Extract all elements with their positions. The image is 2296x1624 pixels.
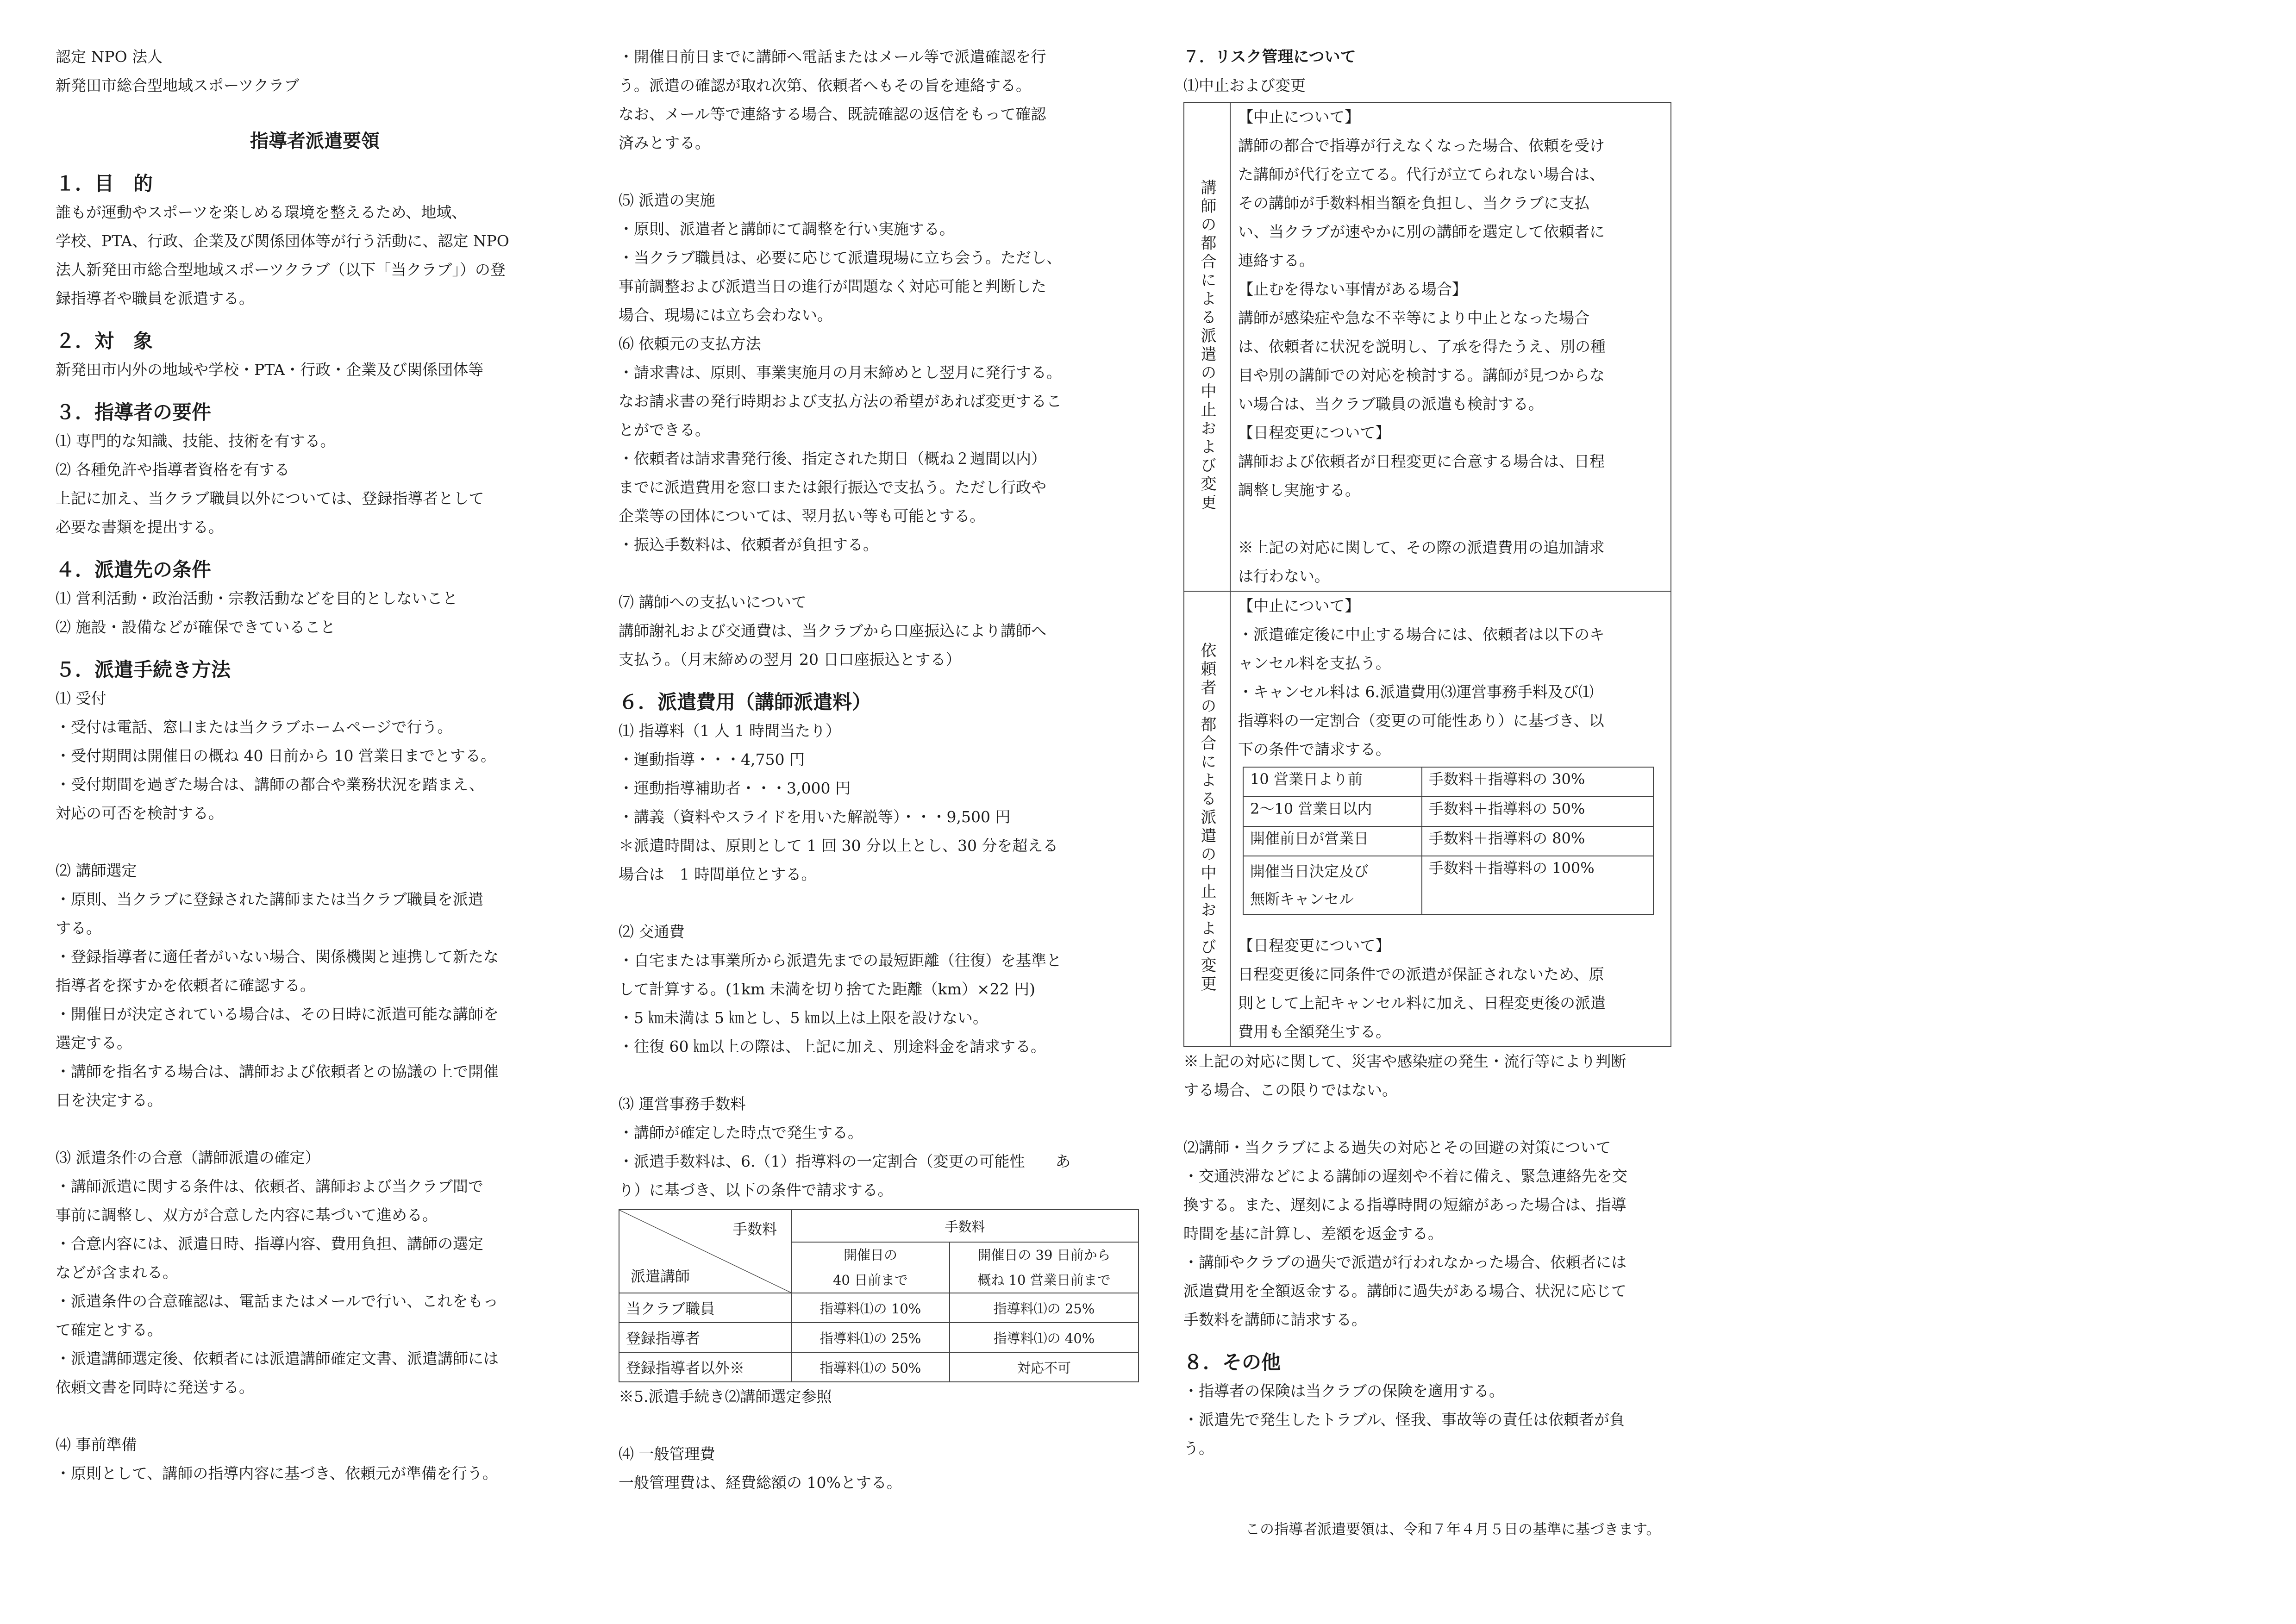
text-line: う。 <box>1183 1439 1214 1457</box>
text-line: して計算する。(1km 未満を切り捨てた距離（km）×22 円) <box>619 980 1035 998</box>
text-line: 選定する。 <box>56 1034 132 1052</box>
text-line: 支払う。（月末締めの翌月 20 日口座振込とする） <box>619 650 961 668</box>
row-label: 当クラブ職員 <box>619 1293 791 1323</box>
text-line: ⑴ 営利活動・政治活動・宗教活動などを目的としないこと <box>56 589 458 607</box>
row-label <box>1184 591 1230 1047</box>
subsection-title: ⑵ 交通費 <box>619 923 685 941</box>
header-line: 概ね 10 営業日前まで <box>977 1272 1111 1288</box>
subsection-title: ⑴中止および変更 <box>1183 76 1306 94</box>
column-left <box>56 43 574 1488</box>
text-line: 派遣費用を全額返金する。講師に過失がある場合、状況に応じて <box>1183 1282 1627 1300</box>
table-cell: 手数料＋指導料の 50% <box>1422 797 1653 826</box>
fee-table-corner <box>619 1210 791 1293</box>
text-line: い場合は、当クラブ職員の派遣も検討する。 <box>1238 395 1544 413</box>
text-line: ・受付期間を過ぎた場合は、講師の都合や業務状況を踏まえ、 <box>56 775 484 793</box>
table-cell <box>1243 856 1422 914</box>
text-line: ※上記の対応に関して、その際の派遣費用の追加請求 <box>1238 538 1605 556</box>
text-line: ・5 ㎞未満は 5 ㎞とし、5 ㎞以上は上限を設けない。 <box>619 1009 988 1027</box>
table-cell: 指導料⑴の 25% <box>791 1323 950 1352</box>
text-line: ・受付期間は開催日の概ね 40 日前から 10 営業日までとする。 <box>56 747 496 765</box>
fee-table <box>619 1209 1139 1382</box>
text-line: 事前に調整し、双方が合意した内容に基づいて進める。 <box>56 1206 438 1224</box>
subsection-title: ⑷ 一般管理費 <box>619 1445 715 1463</box>
text-line: は行わない。 <box>1238 567 1330 585</box>
text-line: する。 <box>56 919 101 937</box>
fee-group-header: 手数料 <box>791 1210 1139 1242</box>
text-line: ⑵ 施設・設備などが確保できていること <box>56 618 336 636</box>
text-line: ・派遣講師選定後、依頼者には派遣講師確定文書、派遣講師には <box>56 1349 499 1368</box>
subsection-title: ⑹ 依頼元の支払方法 <box>619 335 761 353</box>
text-line: なお、メール等で連絡する場合、既読確認の返信をもって確認 <box>619 105 1046 123</box>
text-line: ・運動指導補助者・・・3,000 円 <box>619 779 851 797</box>
text-line: とができる。 <box>619 421 710 439</box>
text-line: 講師謝礼および交通費は、当クラブから口座振込により講師へ <box>619 622 1046 640</box>
text-line: までに派遣費用を窓口または銀行振込で支払う。ただし行政や <box>619 478 1046 496</box>
subsection-title: ⑶ 派遣条件の合意（講師派遣の確定） <box>56 1149 320 1167</box>
text-line: 講師および依頼者が日程変更に合意する場合は、日程 <box>1238 452 1605 470</box>
header-line: 開催日の <box>843 1247 897 1263</box>
text-line: 目や別の講師での対応を検討する。講師が見つからな <box>1238 366 1605 384</box>
text-line: 一般管理費は、経費総額の 10%とする。 <box>619 1474 902 1492</box>
fee-col-header <box>791 1242 950 1293</box>
table-cell <box>1230 102 1671 591</box>
section-body <box>56 198 574 313</box>
table-row <box>1243 767 1653 797</box>
text-line: ・原則として、講師の指導内容に基づき、依頼元が準備を行う。 <box>56 1464 498 1482</box>
text-line: などが含まれる。 <box>56 1263 178 1281</box>
section-heading: ２．対 象 <box>56 330 153 352</box>
text-line: 指導料の一定割合（変更の可能性あり）に基づき、以 <box>1238 712 1604 730</box>
text-line: 場合は 1 時間単位とする。 <box>619 865 817 883</box>
text-line: り）に基づき、以下の条件で請求する。 <box>619 1181 893 1199</box>
text-line: 法人新発田市総合型地域スポーツクラブ（以下「当クラブ」）の登 <box>56 261 506 279</box>
text-line: 録指導者や職員を派遣する。 <box>56 289 254 307</box>
risk-table <box>1183 102 1671 1047</box>
table-row <box>619 1323 1139 1352</box>
table-cell: 指導料⑴の 40% <box>950 1323 1139 1352</box>
subsection-title: ⑷ 事前準備 <box>56 1436 137 1454</box>
text-line: ・指導者の保険は当クラブの保険を適用する。 <box>1183 1382 1504 1400</box>
text-line: ・原則、派遣者と講師にて調整を行い実施する。 <box>619 220 955 238</box>
text-line: ・合意内容には、派遣日時、指導内容、費用負担、講師の選定 <box>56 1235 483 1253</box>
table-cell: 手数料＋指導料の 80% <box>1422 826 1653 856</box>
text-line: ⑵ 各種免許や指導者資格を有する <box>56 461 290 479</box>
text-line: その講師が手数料相当額を負担し、当クラブに支払 <box>1238 194 1589 212</box>
subsection-title: ⑶ 運営事務手数料 <box>619 1095 746 1113</box>
column-right <box>1183 43 1704 1463</box>
text-line: 済みとする。 <box>619 134 710 152</box>
text-line: 下の条件で請求する。 <box>1238 740 1391 758</box>
table-row <box>1184 102 1671 591</box>
cancel-fee-table <box>1243 767 1654 915</box>
org-line: 認定 NPO 法人 <box>56 48 163 66</box>
text-line: ※上記の対応に関して、災害や感染症の発生・流行等により判断 <box>1183 1052 1627 1070</box>
text-line: た講師が代行を立てる。代行が立てられない場合は、 <box>1238 165 1605 183</box>
text-line: ・講師を指名する場合は、講師および依頼者との協議の上で開催 <box>56 1062 499 1081</box>
text-line: なお請求書の発行時期および支払方法の希望があれば変更するこ <box>619 392 1062 410</box>
text-line: ・往復 60 ㎞以上の際は、上記に加え、別途料金を請求する。 <box>619 1037 1046 1056</box>
text-line: 調整し実施する。 <box>1238 481 1360 499</box>
text-line: ・派遣手数料は、6.（1）指導料の一定割合（変更の可能性 あ <box>619 1152 1071 1170</box>
text-line: ・講師派遣に関する条件は、依頼者、講師および当クラブ間で <box>56 1177 483 1195</box>
text-line <box>1238 505 1665 533</box>
subsection-title: ⑴ 指導料（1 人 1 時間当たり） <box>619 722 841 740</box>
table-cell: 対応不可 <box>950 1352 1139 1382</box>
text-line: 指導者を探すかを依頼者に確認する。 <box>56 976 315 994</box>
org-name: 新発田市総合型地域スポーツクラブ <box>56 76 300 94</box>
text-line: 講師が感染症や急な不幸等により中止となった場合 <box>1238 309 1589 327</box>
section-heading: ５．派遣手続き方法 <box>56 658 231 681</box>
text-line: 事前調整および派遣当日の進行が問題なく対応可能と判断した <box>619 277 1046 295</box>
table-row <box>619 1293 1139 1323</box>
text-line: ・派遣先で発生したトラブル、怪我、事故等の責任は依頼者が負 <box>1183 1411 1625 1429</box>
table-note: ※5.派遣手続き⑵講師選定参照 <box>619 1387 832 1405</box>
text-line: い、当クラブが速やかに別の講師を選定して依頼者に <box>1238 223 1605 241</box>
text-line: ＊派遣時間は、原則として 1 回 30 分以上とし、30 分を超える <box>619 837 1058 855</box>
text-line: 【中止について】 <box>1238 597 1360 615</box>
cell-line: 無断キャンセル <box>1250 890 1354 908</box>
text-line: 企業等の団体については、翌月払い等も可能とする。 <box>619 507 985 525</box>
text-line: 【止むを得ない事情がある場合】 <box>1238 280 1467 298</box>
text-line: 【日程変更について】 <box>1238 424 1391 442</box>
section-heading: ４．派遣先の条件 <box>56 558 212 581</box>
row-label: 登録指導者以外※ <box>619 1352 791 1382</box>
text-line: ・運動指導・・・4,750 円 <box>619 750 805 768</box>
corner-label-fee: 手数料 <box>732 1220 777 1238</box>
subsection-title: ⑵ 講師選定 <box>56 862 137 880</box>
row-label <box>1184 102 1230 591</box>
table-row <box>1243 856 1653 914</box>
section-heading: ７．リスク管理について <box>1183 48 1356 66</box>
table-row <box>1243 797 1653 826</box>
text-line: ャンセル料を支払う。 <box>1238 654 1391 672</box>
table-cell: 指導料⑴の 50% <box>791 1352 950 1382</box>
table-cell <box>1230 591 1671 1047</box>
text-line: 日を決定する。 <box>56 1091 163 1109</box>
text-line: ・依頼者は請求書発行後、指定された期日（概ね２週間以内） <box>619 450 1046 468</box>
text-line: 手数料を講師に請求する。 <box>1183 1311 1367 1329</box>
section-heading: １．目 的 <box>56 172 153 195</box>
text-line: ・講義（資料やスライドを用いた解説等）・・・9,500 円 <box>619 808 1011 826</box>
text-line: 依頼文書を同時に発送する。 <box>56 1378 254 1396</box>
text-line: ・当クラブ職員は、必要に応じて派遣現場に立ち会う。ただし、 <box>619 249 1062 267</box>
text-line: 新発田市内外の地域や学校・PTA・行政・企業及び関係団体等 <box>56 361 484 379</box>
text-line: は、依頼者に状況を説明し、了承を得たうえ、別の種 <box>1238 337 1606 356</box>
table-cell: 手数料＋指導料の 100% <box>1422 856 1653 914</box>
table-cell: 開催前日が営業日 <box>1243 826 1422 856</box>
table-row <box>1184 591 1671 1047</box>
text-line: 費用も全額発生する。 <box>1238 1023 1391 1041</box>
text-line: 誰もが運動やスポーツを楽しめる環境を整えるため、地域、 <box>56 203 467 221</box>
text-line: ・派遣確定後に中止する場合には、依頼者は以下のキ <box>1238 625 1605 643</box>
column-middle <box>619 43 1142 1497</box>
text-line: 則として上記キャンセル料に加え、日程変更後の派遣 <box>1238 994 1606 1012</box>
row-label: 登録指導者 <box>619 1323 791 1352</box>
table-row <box>1243 826 1653 856</box>
corner-label-instructor: 派遣講師 <box>631 1268 690 1285</box>
cell-line: 開催当日決定及び <box>1250 862 1369 880</box>
subsection-title: ⑴ 受付 <box>56 689 106 707</box>
header-line: 開催日の 39 日前から <box>977 1247 1111 1263</box>
text-line: ・振込手数料は、依頼者が負担する。 <box>619 536 878 554</box>
table-cell: 2〜10 営業日以内 <box>1243 797 1422 826</box>
text-line: ・開催日前日までに講師へ電話またはメール等で派遣確認を行 <box>619 48 1046 66</box>
footer-note: この指導者派遣要領は、令和７年４月５日の基準に基づきます。 <box>1245 1521 1661 1538</box>
document-title: 指導者派遣要領 <box>250 130 380 152</box>
text-line: 上記に加え、当クラブ職員以外については、登録指導者として <box>56 489 484 507</box>
text-line: 時間を基に計算し、差額を返金する。 <box>1183 1224 1443 1243</box>
table-cell: 手数料＋指導料の 30% <box>1422 767 1653 797</box>
text-line: ・キャンセル料は 6.派遣費用⑶運営事務手料及び⑴ <box>1238 683 1594 701</box>
header-line: 40 日前まで <box>832 1272 908 1288</box>
text-line: ・登録指導者に適任者がいない場合、関係機関と連携して新たな <box>56 948 499 966</box>
table-row <box>619 1352 1139 1382</box>
text-line: ・開催日が決定されている場合は、その日時に派遣可能な講師を <box>56 1005 499 1023</box>
text-line: 【中止について】 <box>1238 108 1360 126</box>
text-line: う。派遣の確認が取れ次第、依頼者へもその旨を連絡する。 <box>619 76 1031 94</box>
text-line: ・派遣条件の合意確認は、電話またはメールで行い、これをもっ <box>56 1292 499 1310</box>
subsection-title: ⑺ 講師への支払いについて <box>619 593 807 611</box>
text-line: ・講師やクラブの過失で派遣が行われなかった場合、依頼者には <box>1183 1253 1627 1271</box>
text-line: 日程変更後に同条件での派遣が保証されないため、原 <box>1238 965 1604 983</box>
vertical-label: 講師の都合による派遣の中止および変更 <box>1198 179 1216 512</box>
table-cell: 指導料⑴の 25% <box>950 1293 1139 1323</box>
text-line: ・交通渋滞などによる講師の遅刻や不着に備え、緊急連絡先を交 <box>1183 1167 1627 1185</box>
table-cell: 指導料⑴の 10% <box>791 1293 950 1323</box>
text-line: 学校、PTA、行政、企業及び関係団体等が行う活動に、認定 NPO <box>56 232 509 250</box>
text-line: 換する。また、遅刻による指導時間の短縮があった場合は、指導 <box>1183 1196 1627 1214</box>
vertical-label: 依頼者の都合による派遣の中止および変更 <box>1198 642 1216 994</box>
text-line: ・自宅または事業所から派遣先までの最短距離（往復）を基準と <box>619 951 1062 969</box>
text-line: ・講師が確定した時点で発生する。 <box>619 1124 863 1142</box>
text-line: 連絡する。 <box>1238 251 1314 269</box>
text-line: ・請求書は、原則、事業実施月の月末締めとし翌月に発行する。 <box>619 363 1062 381</box>
section-heading: ８．その他 <box>1183 1351 1281 1374</box>
text-line: ・受付は電話、窓口または当クラブホームページで行う。 <box>56 718 453 736</box>
text-line: て確定とする。 <box>56 1321 163 1339</box>
fee-col-header <box>950 1242 1139 1293</box>
text-line: 必要な書類を提出する。 <box>56 518 224 536</box>
text-line: 対応の可否を検討する。 <box>56 804 224 822</box>
table-cell: 10 営業日より前 <box>1243 767 1422 797</box>
subsection-title: ⑵講師・当クラブによる過失の対応とその回避の対策について <box>1183 1138 1611 1156</box>
text-line: ・原則、当クラブに登録された講師または当クラブ職員を派遣 <box>56 890 483 908</box>
text-line: 場合、現場には立ち会わない。 <box>619 306 832 324</box>
text-line: 講師の都合で指導が行えなくなった場合、依頼を受け <box>1238 137 1605 155</box>
section-heading: ３．指導者の要件 <box>56 401 212 424</box>
subsection-title: ⑸ 派遣の実施 <box>619 191 715 209</box>
text-line: ⑴ 専門的な知識、技能、技術を有する。 <box>56 432 336 450</box>
text-line: 【日程変更について】 <box>1238 937 1391 955</box>
text-line: する場合、この限りではない。 <box>1183 1081 1397 1099</box>
section-heading: ６．派遣費用（講師派遣料） <box>619 691 872 713</box>
